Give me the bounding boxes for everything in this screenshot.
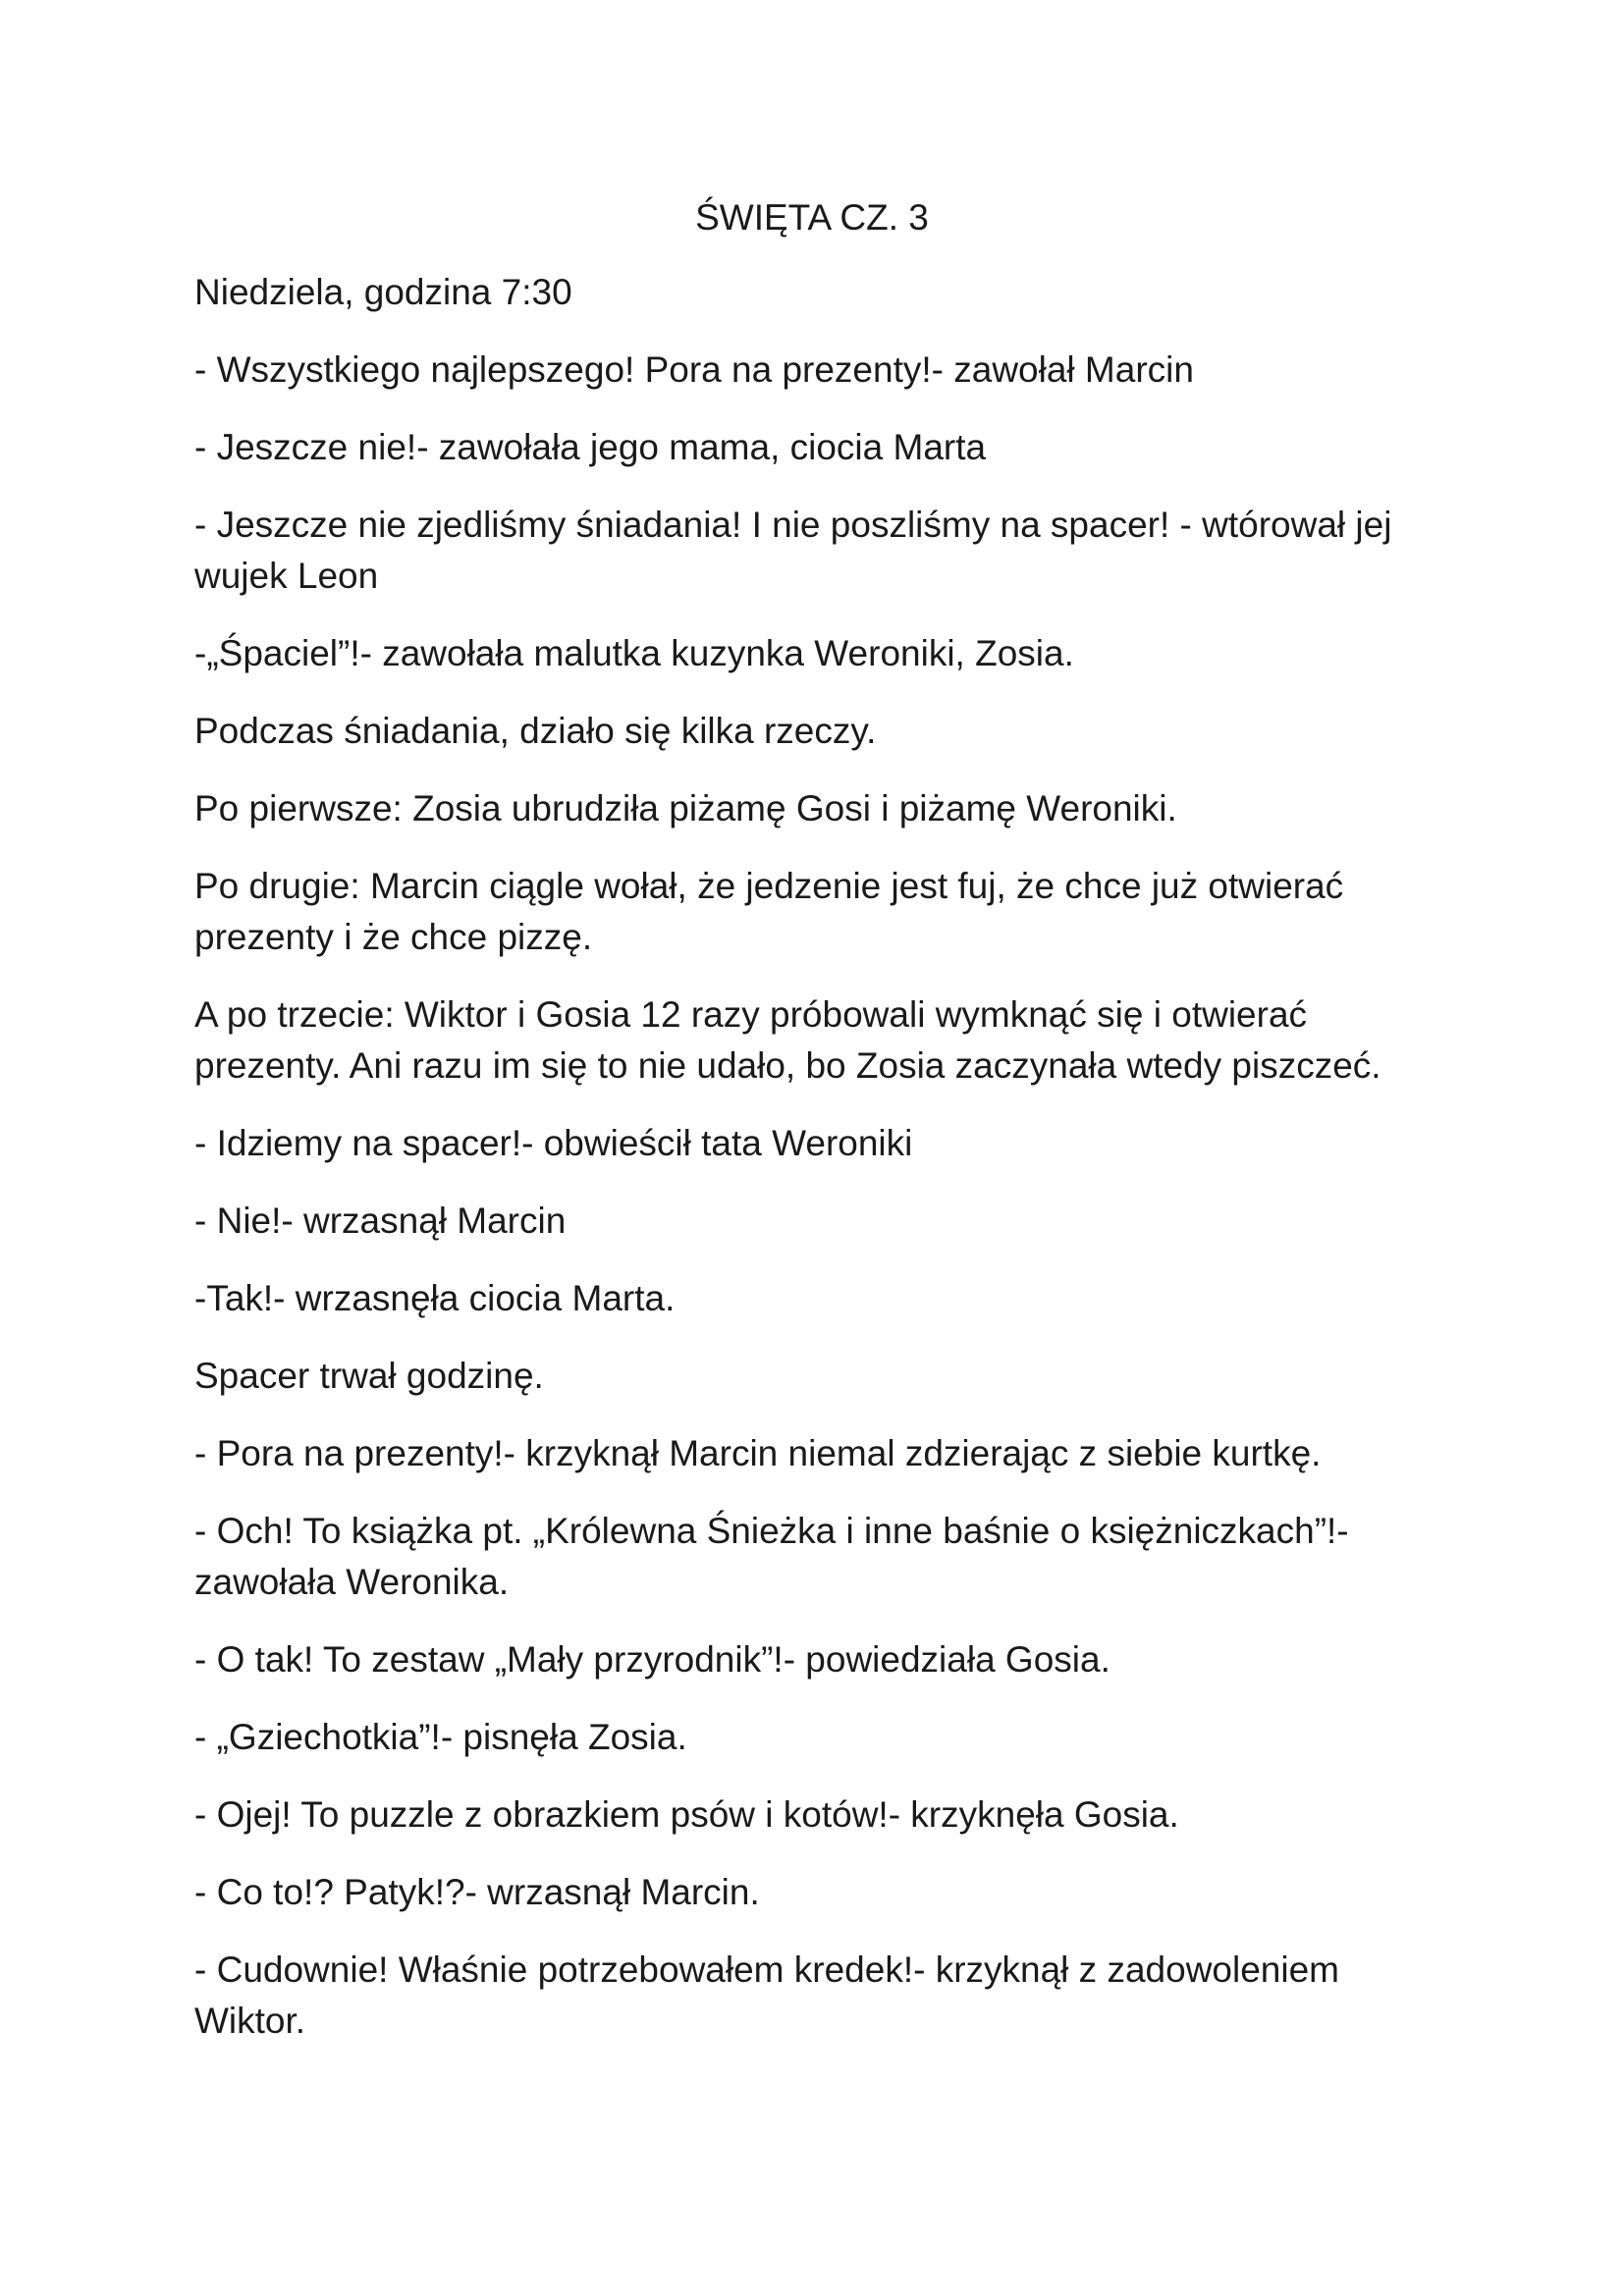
paragraph: - Idziemy na spacer!- obwieścił tata Weroniki bbox=[194, 1123, 913, 1163]
paragraph: Podczas śniadania, działo się kilka rzeczy. bbox=[194, 711, 877, 751]
paragraph: -Tak!- wrzasnęła ciocia Marta. bbox=[194, 1278, 676, 1318]
paragraph: - „Gziechotkia”!- pisnęła Zosia. bbox=[194, 1717, 687, 1757]
paragraph: - Cudownie! Właśnie potrzebowałem kredek!- krzyknął z zadowoleniem Wiktor. bbox=[194, 1949, 1339, 2041]
paragraph: - Och! To książka pt. „Królewna Śnieżka i inne baśnie o księżniczkach”!- zawołała Weronika. bbox=[194, 1511, 1349, 1602]
paragraph: Po drugie: Marcin ciągle wołał, że jedzenie jest fuj, że chce już otwierać prezenty i że chce pizzę. bbox=[194, 866, 1344, 957]
paragraph: Spacer trwał godzinę. bbox=[194, 1356, 544, 1396]
paragraph: - Jeszcze nie!- zawołała jego mama, ciocia Marta bbox=[194, 427, 987, 467]
paragraph: - Pora na prezenty!- krzyknął Marcin niemal zdzierając z siebie kurtkę. bbox=[194, 1433, 1322, 1473]
paragraph: - O tak! To zestaw „Mały przyrodnik”!- powiedziała Gosia. bbox=[194, 1639, 1110, 1680]
document-body bbox=[194, 267, 1434, 2073]
paragraph-date: Niedziela, godzina 7:30 bbox=[194, 272, 572, 312]
paragraph: A po trzecie: Wiktor i Gosia 12 razy próbowali wymknąć się i otwierać prezenty. Ani razu im się to nie udało, bo Zosia zaczynała wtedy piszczeć. bbox=[194, 994, 1381, 1086]
paragraph: - Nie!- wrzasnął Marcin bbox=[194, 1201, 567, 1241]
paragraph: - Jeszcze nie zjedliśmy śniadania! I nie poszliśmy na spacer! - wtórował jej wujek Leon bbox=[194, 505, 1392, 596]
paragraph: Po pierwsze: Zosia ubrudziła piżamę Gosi i piżamę Weroniki. bbox=[194, 788, 1177, 828]
paragraph: - Wszystkiego najlepszego! Pora na prezenty!- zawołał Marcin bbox=[194, 349, 1194, 390]
document-title: ŚWIĘTA CZ. 3 bbox=[695, 197, 929, 238]
paragraph: -„Śpaciel”!- zawołała malutka kuzynka Weroniki, Zosia. bbox=[194, 633, 1074, 673]
paragraph: - Ojej! To puzzle z obrazkiem psów i kotów!- krzyknęła Gosia. bbox=[194, 1794, 1179, 1835]
paragraph: - Co to!? Patyk!?- wrzasnął Marcin. bbox=[194, 1872, 760, 1912]
